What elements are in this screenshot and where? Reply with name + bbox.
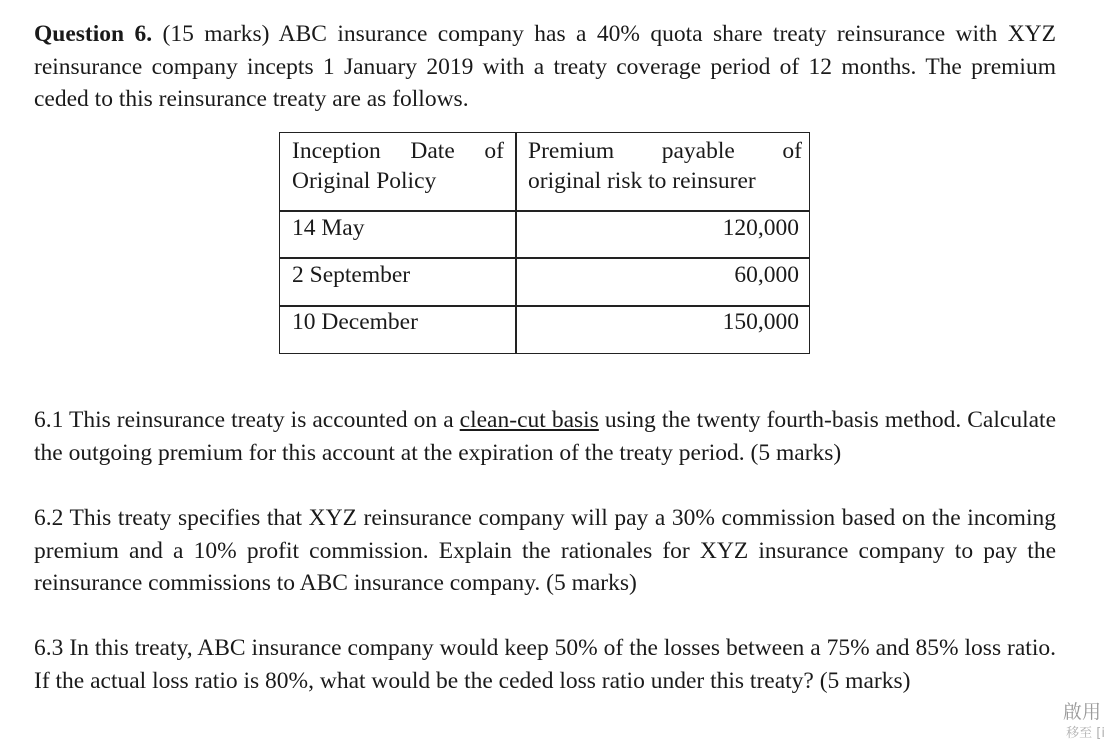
- part-6-1-text: 6.1 This reinsurance treaty is accounted on a: [34, 407, 460, 433]
- table-row-date: 10 December: [292, 309, 418, 335]
- part-6-1-underlined-term: clean-cut basis: [459, 407, 599, 433]
- table-row-divider: [280, 257, 809, 259]
- header-col1-line1: Inception Date of: [292, 138, 504, 164]
- part-6-1: [34, 404, 1056, 469]
- premium-table: [279, 132, 810, 354]
- table-row-amount: 120,000: [722, 215, 799, 241]
- question-title: Question 6.: [34, 21, 153, 47]
- header-col1-line2: Original Policy: [292, 168, 437, 194]
- table-row-amount: 150,000: [722, 309, 799, 335]
- part-6-3: 6.3 In this treaty, ABC insurance company would keep 50% of the losses between a 75% and 85% loss ratio. If the actual loss ratio is 80%, what would be the ceded loss ratio under this treaty? (5 marks): [34, 635, 1056, 694]
- table-column-divider: [515, 133, 517, 353]
- table-header-inception-date: [292, 136, 504, 196]
- activation-watermark-line1: 啟用: [1062, 701, 1101, 723]
- table-header-divider: [280, 210, 809, 212]
- header-col2-line1: Premium payable of: [528, 138, 802, 164]
- table-row-date: 2 September: [292, 262, 411, 288]
- activation-watermark-line2: 移至 [i: [1066, 726, 1105, 741]
- question-intro-text: (15 marks) ABC insurance company has a 40% quota share treaty reinsurance with XYZ reinsurance company incepts 1 January 2019 with a treaty coverage period of 12 months. The premium ceded to this reinsurance treaty are as follows.: [34, 21, 1056, 112]
- table-row-amount: 60,000: [734, 262, 799, 288]
- part-6-2: 6.2 This treaty specifies that XYZ reinsurance company will pay a 30% commission based on the incoming premium and a 10% profit commission. Explain the rationales for XYZ insurance company to pay the reinsurance commissions to ABC insurance company. (5 marks): [34, 505, 1056, 596]
- header-col2-line2: original risk to reinsurer: [528, 168, 756, 194]
- part-6-1-text-rest: using the twenty fourth-basis method. Calculate the outgoing premium for this account at the expiration of the treaty period. (5 marks): [34, 407, 1056, 466]
- table-row-date: 14 May: [292, 215, 365, 241]
- table-header-premium: [528, 136, 802, 196]
- question-intro: [34, 18, 1056, 116]
